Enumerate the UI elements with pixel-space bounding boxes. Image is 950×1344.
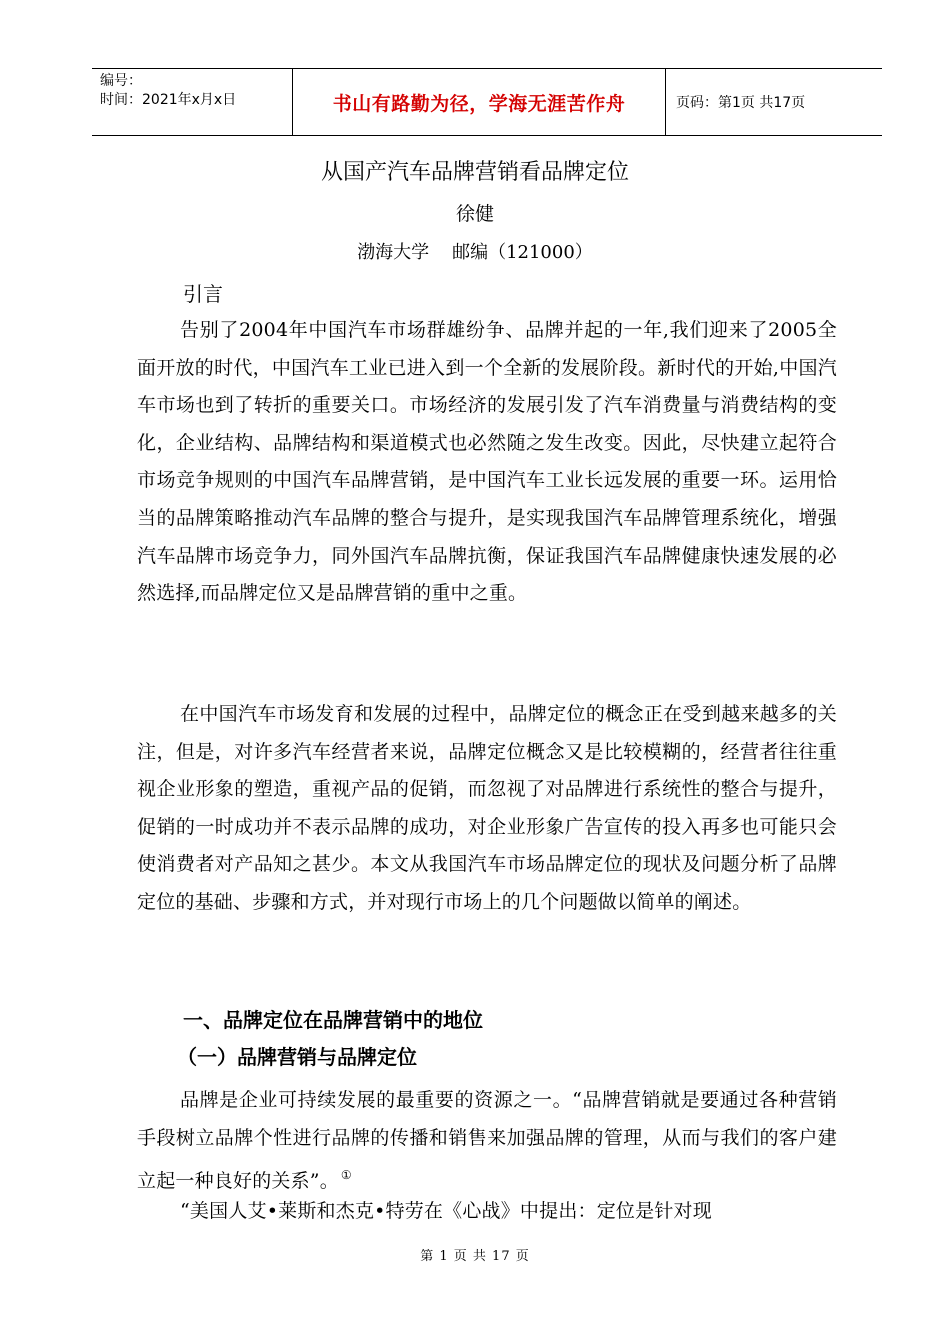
intro-paragraph-2: 在中国汽车市场发育和发展的过程中，品牌定位的概念正在受到越来越多的关注，但是，对许多汽车经营者来说，品牌定位概念又是比较模糊的，经营者往往重视企业形象的塑造，重视产品的促销，而忽视了对品牌进行系统性的整合与提升，促销的一时成功并不表示品牌的成功，对企业形象广告宣传的投入再多也可能只会使消费者对产品知之甚少。本文从我国汽车市场品牌定位的现状及问题分析了品牌定位的基础、步骤和方式，并对现行市场上的几个问题做以简单的阐述。 bbox=[137, 703, 837, 913]
motto-text: 书山有路勤为径，学海无涯苦作舟 bbox=[332, 92, 626, 115]
page-footer: 第 1 页 共 17 页 bbox=[420, 1249, 530, 1264]
time-label: 时间：2021年x月x日 bbox=[100, 92, 237, 108]
number-label: 编号： bbox=[100, 73, 142, 89]
page-code: 页码：第1页 共17页 bbox=[676, 95, 806, 111]
footnote-marker: ① bbox=[340, 1168, 352, 1183]
header-motto-cell bbox=[293, 69, 666, 135]
intro-heading: 引言 bbox=[183, 282, 223, 306]
section-1-paragraph-1 bbox=[137, 1082, 837, 1201]
header-meta-cell bbox=[92, 69, 293, 135]
intro-paragraph-1: 告别了2004年中国汽车市场群雄纷争、品牌并起的一年,我们迎来了2005全面开放的时代，中国汽车工业已进入到一个全新的发展阶段。新时代的开始,中国汽车市场也到了转折的重要关口。市场经济的发展引发了汽车消费量与消费结构的变化，企业结构、品牌结构和渠道模式也必然随之发生改变。因此，尽快建立起符合市场竞争规则的中国汽车品牌营销，是中国汽车工业长远发展的重要一环。运用恰当的品牌策略推动汽车品牌的整合与提升，是实现我国汽车品牌管理系统化，增强汽车品牌市场竞争力，同外国汽车品牌抗衡，保证我国汽车品牌健康快速发展的必然选择,而品牌定位又是品牌营销的重中之重。 bbox=[137, 319, 837, 605]
article-affiliation: 渤海大学 邮编（121000） bbox=[357, 242, 593, 263]
section-1-1-heading: （一）品牌营销与品牌定位 bbox=[177, 1045, 417, 1069]
article-title: 从国产汽车品牌营销看品牌定位 bbox=[320, 160, 629, 185]
document-header bbox=[92, 68, 882, 136]
section-1-heading: 一、品牌定位在品牌营销中的地位 bbox=[183, 1008, 483, 1032]
section-1-paragraph-2: “美国人艾•莱斯和杰克•特劳在《心战》中提出：定位是针对现 bbox=[180, 1200, 712, 1222]
article-author: 徐健 bbox=[455, 203, 494, 225]
section-1-paragraph-1-text: 品牌是企业可持续发展的最重要的资源之一。“品牌营销就是要通过各种营销手段树立品牌个性进行品牌的传播和销售来加强品牌的管理，从而与我们的客户建立起一种良好的关系”。 bbox=[137, 1089, 837, 1193]
header-page-cell bbox=[666, 69, 882, 135]
